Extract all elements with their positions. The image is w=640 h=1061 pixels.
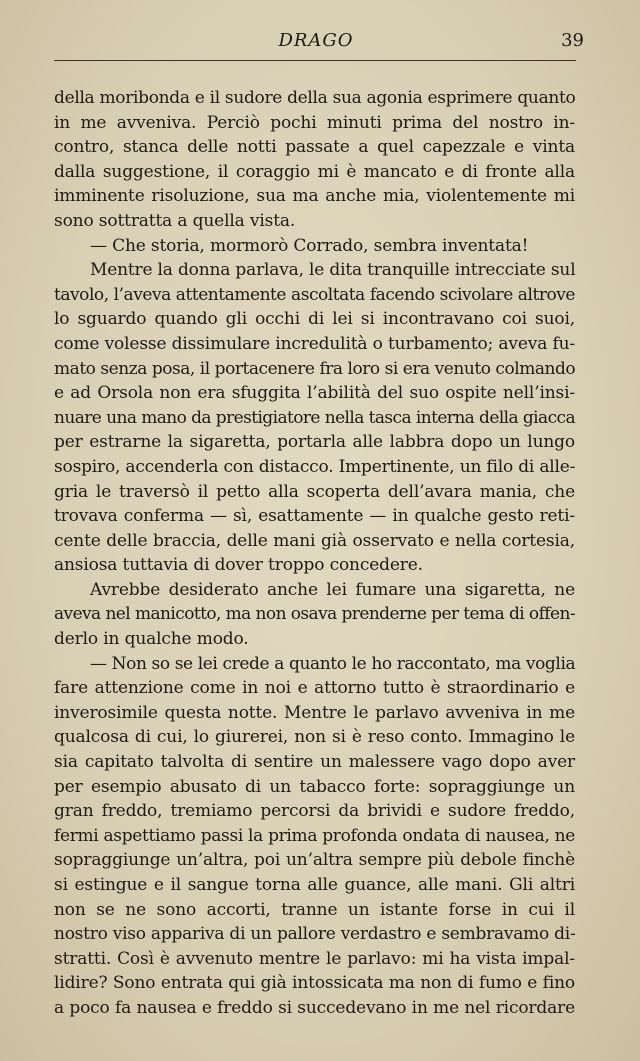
text-line: ansiosa tuttavia di dover troppo concedere. [54, 555, 423, 576]
text-line: qualcosa di cui, lo giurerei, non si è reso conto. Immagino le [54, 727, 575, 748]
text-line: e ad Orsola non era sfuggita l’abilità del suo ospite nell’insi- [54, 383, 575, 404]
header-rule [54, 60, 576, 61]
text-line: Avrebbe desiderato anche lei fumare una sigaretta, ne [90, 579, 575, 600]
page-header [54, 28, 584, 58]
text-line: — Non so se lei crede a quanto le ho raccontato, ma voglia [90, 653, 576, 674]
text-line: mato senza posa, il portacenere fra loro si era venuto colmando [54, 358, 576, 379]
text-line: a poco fa nausea e freddo si succedevano in me nel ricordare [54, 997, 575, 1018]
text-line: non se ne sono accorti, tranne un istante forse in cui il [54, 899, 575, 920]
text-line: contro, stanca delle notti passate a quel capezzale e vinta [54, 137, 575, 158]
running-title: DRAGO [278, 30, 354, 51]
text-line: fermi aspettiamo passi la prima profonda ondata di nausea, ne [54, 825, 575, 846]
text-line: per estrarne la sigaretta, portarla alle labbra dopo un lungo [54, 432, 575, 453]
text-line: fare attenzione come in noi e attorno tutto è straordinario e [54, 678, 575, 699]
text-line: sia capitato talvolta di sentire un malessere vago dopo aver [54, 752, 575, 773]
text-line: come volesse dissimulare incredulità o turbamento; aveva fu- [54, 333, 576, 354]
text-line: si estingue e il sangue torna alle guance, alle mani. Gli altri [54, 875, 575, 895]
text-line: nuare una mano da prestigiatore nella tasca interna della giacca [54, 407, 575, 428]
text-line: inverosimile questa notte. Mentre le parlavo avveniva in me [54, 702, 575, 723]
page-number: 39 [561, 30, 584, 51]
text-line: gria le traversò il petto alla scoperta dell’avara mania, che [54, 481, 575, 502]
text-line: sospiro, accenderla con distacco. Impertinente, un filo di alle- [54, 456, 576, 477]
text-line: della moribonda e il sudore della sua agonia esprimere quanto [54, 88, 576, 108]
text-line: lidire? Sono entrata qui già intossicata ma non di fumo e fino [54, 973, 575, 994]
text-line: per esempio abusato di un tabacco forte: sopraggiunge un [54, 776, 575, 797]
body-text [54, 86, 575, 1021]
text-line: dalla suggestione, il coraggio mi è mancato e di fronte alla [54, 161, 575, 182]
text-line: gran freddo, tremiamo percorsi da brividi e sudore freddo, [54, 801, 575, 822]
text-line: Mentre la donna parlava, le dita tranquille intrecciate sul [90, 260, 576, 281]
text-line: aveva nel manicotto, ma non osava prenderne per tema di offen- [54, 604, 575, 625]
text-line: sono sottratta a quella vista. [54, 210, 296, 231]
text-line: imminente risoluzione, sua ma anche mia, violentemente mi [54, 186, 575, 207]
text-line: — Che storia, mormorò Corrado, sembra inventata! [90, 235, 529, 256]
text-line: derlo in qualche modo. [54, 629, 249, 650]
text-line: stratti. Così è avvenuto mentre le parlavo: mi ha vista impal- [54, 948, 575, 969]
text-line: tavolo, l’aveva attentamente ascoltata facendo scivolare altrove [54, 284, 575, 305]
text-line: trovava conferma — sì, esattamente — in qualche gesto reti- [54, 506, 575, 527]
text-line: sopraggiunge un’altra, poi un’altra sempre più debole finchè [54, 850, 575, 871]
text-line: in me avveniva. Perciò pochi minuti prima del nostro in- [54, 112, 575, 133]
text-line: cente delle braccia, delle mani già osservato e nella cortesia, [54, 530, 575, 551]
text-line: lo sguardo quando gli occhi di lei si incontravano coi suoi, [54, 309, 575, 330]
text-line: nostro viso appariva di un pallore verdastro e sembravamo di- [54, 924, 576, 945]
